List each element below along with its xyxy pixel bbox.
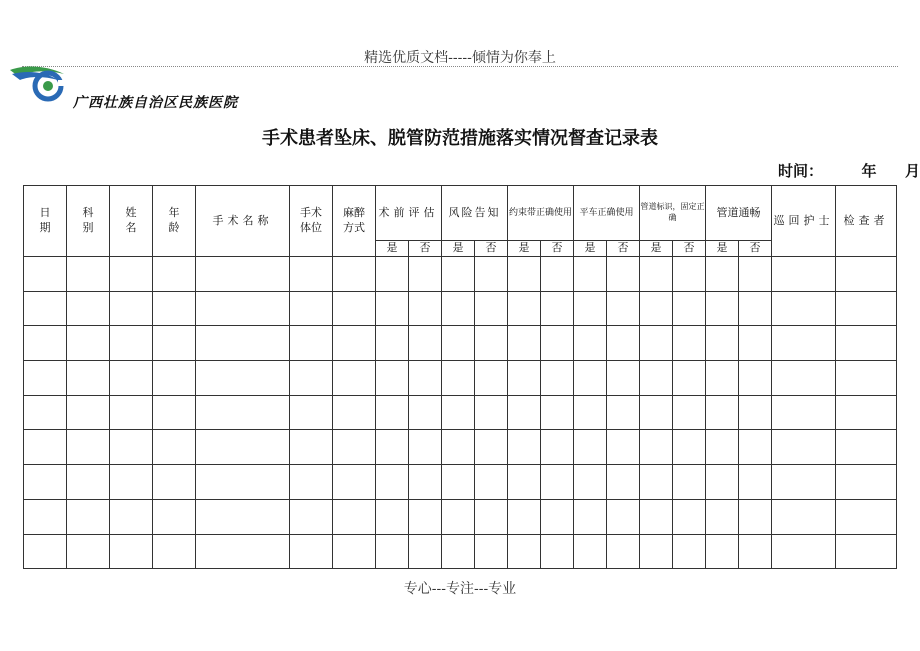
table-cell[interactable] (153, 326, 196, 361)
table-cell[interactable] (772, 257, 836, 292)
table-cell[interactable] (640, 291, 673, 326)
table-cell[interactable] (836, 257, 897, 292)
no-label: 否 (607, 241, 640, 257)
table-cell[interactable] (290, 395, 333, 430)
table-cell[interactable] (24, 395, 67, 430)
table-cell[interactable] (110, 257, 153, 292)
table-cell[interactable] (739, 257, 772, 292)
table-cell[interactable] (196, 465, 290, 500)
table-cell[interactable] (442, 326, 475, 361)
table-cell[interactable] (409, 291, 442, 326)
table-cell[interactable] (376, 291, 409, 326)
table-cell[interactable] (640, 395, 673, 430)
table-cell[interactable] (409, 326, 442, 361)
col-inspector: 检查者 (836, 186, 897, 257)
yes-label: 是 (706, 241, 739, 257)
col-tube-patency: 管道通畅 (706, 186, 772, 241)
no-label: 否 (739, 241, 772, 257)
table-cell[interactable] (508, 465, 541, 500)
table-row (24, 465, 897, 500)
date-label: 时间： (778, 162, 824, 180)
table-cell[interactable] (772, 291, 836, 326)
table-cell[interactable] (673, 465, 706, 500)
table-cell[interactable] (409, 499, 442, 534)
no-label: 否 (541, 241, 574, 257)
table-cell[interactable] (153, 465, 196, 500)
table-cell[interactable] (706, 499, 739, 534)
table-cell[interactable] (508, 534, 541, 569)
table-cell[interactable] (607, 534, 640, 569)
table-cell[interactable] (673, 499, 706, 534)
table-cell[interactable] (67, 534, 110, 569)
yes-label: 是 (376, 241, 409, 257)
table-cell[interactable] (333, 395, 376, 430)
table-cell[interactable] (290, 534, 333, 569)
table-cell[interactable] (24, 291, 67, 326)
table-cell[interactable] (475, 534, 508, 569)
table-row (24, 395, 897, 430)
table-cell[interactable] (640, 465, 673, 500)
table-cell[interactable] (706, 326, 739, 361)
table-cell[interactable] (607, 465, 640, 500)
col-restraint-use: 约束带正确使用 (508, 186, 574, 241)
table-cell[interactable] (110, 430, 153, 465)
table-cell[interactable] (739, 499, 772, 534)
header-row (24, 186, 897, 241)
table-row (24, 257, 897, 292)
col-tube-label: 管道标识，固定正确 (640, 186, 706, 241)
col-cart-use: 平车正确使用 (574, 186, 640, 241)
table-cell[interactable] (706, 257, 739, 292)
table-cell[interactable] (836, 430, 897, 465)
table-cell[interactable] (574, 257, 607, 292)
table-cell[interactable] (772, 326, 836, 361)
table-cell[interactable] (110, 534, 153, 569)
table-cell[interactable] (640, 534, 673, 569)
page-header: 精选优质文档-----倾情为你奉上 (364, 50, 556, 66)
no-label: 否 (409, 241, 442, 257)
page-footer: 专心---专注---专业 (403, 581, 517, 597)
table-cell[interactable] (836, 361, 897, 396)
table-cell[interactable] (607, 395, 640, 430)
table-cell[interactable] (574, 326, 607, 361)
table-cell[interactable] (541, 326, 574, 361)
table-cell[interactable] (376, 465, 409, 500)
table-cell[interactable] (475, 257, 508, 292)
table-cell[interactable] (333, 499, 376, 534)
table-cell[interactable] (196, 534, 290, 569)
table-cell[interactable] (574, 395, 607, 430)
table-cell[interactable] (475, 361, 508, 396)
table-cell[interactable] (508, 291, 541, 326)
table-cell[interactable] (67, 257, 110, 292)
table-cell[interactable] (67, 499, 110, 534)
table-row (24, 499, 897, 534)
table-cell[interactable] (607, 499, 640, 534)
table-cell[interactable] (196, 361, 290, 396)
col-name: 姓 名 (110, 186, 153, 257)
table-cell[interactable] (333, 465, 376, 500)
table-cell[interactable] (836, 291, 897, 326)
header-divider (22, 66, 898, 67)
table-cell[interactable] (541, 395, 574, 430)
col-surgery-name: 手术名称 (196, 186, 290, 257)
table-cell[interactable] (541, 499, 574, 534)
table-cell[interactable] (607, 326, 640, 361)
table-cell[interactable] (290, 499, 333, 534)
date-line (778, 160, 920, 181)
table-cell[interactable] (409, 465, 442, 500)
table-cell[interactable] (442, 361, 475, 396)
col-department: 科 别 (67, 186, 110, 257)
table-cell[interactable] (24, 326, 67, 361)
table-cell[interactable] (541, 291, 574, 326)
table-cell[interactable] (442, 291, 475, 326)
table-cell[interactable] (290, 257, 333, 292)
table-cell[interactable] (24, 257, 67, 292)
table-row (24, 534, 897, 569)
table-cell[interactable] (607, 361, 640, 396)
yes-label: 是 (508, 241, 541, 257)
table-cell[interactable] (574, 361, 607, 396)
table-cell[interactable] (607, 291, 640, 326)
table-cell[interactable] (110, 499, 153, 534)
yes-label: 是 (640, 241, 673, 257)
table-cell[interactable] (739, 465, 772, 500)
table-cell[interactable] (376, 326, 409, 361)
table-cell[interactable] (475, 499, 508, 534)
table-cell[interactable] (153, 499, 196, 534)
table-cell[interactable] (739, 534, 772, 569)
table-cell[interactable] (24, 499, 67, 534)
col-surgery-position: 手术 体位 (290, 186, 333, 257)
table-cell[interactable] (290, 361, 333, 396)
table-cell[interactable] (153, 395, 196, 430)
table-cell[interactable] (290, 326, 333, 361)
table-cell[interactable] (475, 395, 508, 430)
table-cell[interactable] (409, 534, 442, 569)
table-cell[interactable] (640, 430, 673, 465)
table-cell[interactable] (67, 430, 110, 465)
table-cell[interactable] (442, 499, 475, 534)
table-cell[interactable] (110, 361, 153, 396)
table-row (24, 291, 897, 326)
table-cell[interactable] (333, 257, 376, 292)
table-cell[interactable] (24, 465, 67, 500)
hospital-logo-icon (8, 62, 72, 106)
no-label: 否 (673, 241, 706, 257)
table-cell[interactable] (574, 499, 607, 534)
table-cell[interactable] (836, 395, 897, 430)
table-cell[interactable] (153, 534, 196, 569)
yes-label: 是 (574, 241, 607, 257)
table-cell[interactable] (541, 534, 574, 569)
table-cell[interactable] (673, 291, 706, 326)
table-cell[interactable] (333, 291, 376, 326)
table-cell[interactable] (333, 534, 376, 569)
table-cell[interactable] (739, 326, 772, 361)
table-cell[interactable] (376, 257, 409, 292)
table-row (24, 430, 897, 465)
table-cell[interactable] (574, 291, 607, 326)
table-row (24, 326, 897, 361)
table-cell[interactable] (333, 326, 376, 361)
table-cell[interactable] (196, 430, 290, 465)
table-cell[interactable] (290, 430, 333, 465)
table-cell[interactable] (706, 465, 739, 500)
table-cell[interactable] (772, 499, 836, 534)
table-cell[interactable] (508, 361, 541, 396)
col-risk-notice: 风险告知 (442, 186, 508, 241)
col-visiting-nurse: 巡回护士 (772, 186, 836, 257)
table-cell[interactable] (475, 326, 508, 361)
table-cell[interactable] (409, 395, 442, 430)
table-cell[interactable] (333, 430, 376, 465)
col-age: 年 龄 (153, 186, 196, 257)
table-cell[interactable] (442, 465, 475, 500)
table-cell[interactable] (110, 465, 153, 500)
table-cell[interactable] (475, 430, 508, 465)
table-cell[interactable] (541, 430, 574, 465)
table-cell[interactable] (640, 361, 673, 396)
table-cell[interactable] (772, 465, 836, 500)
table-cell[interactable] (67, 326, 110, 361)
month-label: 月 (904, 162, 920, 180)
table-cell[interactable] (706, 534, 739, 569)
table-cell[interactable] (640, 499, 673, 534)
table-cell[interactable] (508, 430, 541, 465)
table-cell[interactable] (376, 499, 409, 534)
table-cell[interactable] (508, 326, 541, 361)
record-table (23, 185, 897, 569)
table-cell[interactable] (772, 534, 836, 569)
table-cell[interactable] (24, 534, 67, 569)
form-title: 手术患者坠床、脱管防范措施落实情况督查记录表 (262, 128, 658, 149)
table-cell[interactable] (290, 291, 333, 326)
table-cell[interactable] (333, 361, 376, 396)
table-cell[interactable] (739, 291, 772, 326)
table-cell[interactable] (508, 499, 541, 534)
table-cell[interactable] (290, 465, 333, 500)
table-cell[interactable] (772, 430, 836, 465)
table-cell[interactable] (739, 361, 772, 396)
table-cell[interactable] (607, 430, 640, 465)
hospital-name: 广西壮族自治区民族医院 (73, 95, 238, 111)
year-label: 年 (861, 162, 877, 180)
table-row (24, 361, 897, 396)
table-cell[interactable] (574, 534, 607, 569)
table-cell[interactable] (409, 430, 442, 465)
table-cell[interactable] (541, 257, 574, 292)
table-cell[interactable] (508, 257, 541, 292)
table-cell[interactable] (376, 395, 409, 430)
table-cell[interactable] (836, 465, 897, 500)
table-cell[interactable] (673, 534, 706, 569)
table-cell[interactable] (409, 361, 442, 396)
table-cell[interactable] (110, 395, 153, 430)
table-cell[interactable] (706, 291, 739, 326)
table-cell[interactable] (196, 395, 290, 430)
table-cell[interactable] (706, 430, 739, 465)
table-cell[interactable] (196, 326, 290, 361)
table-cell[interactable] (153, 430, 196, 465)
table-cell[interactable] (67, 465, 110, 500)
table-cell[interactable] (541, 361, 574, 396)
table-cell[interactable] (706, 395, 739, 430)
table-cell[interactable] (442, 430, 475, 465)
table-cell[interactable] (541, 465, 574, 500)
table-cell[interactable] (442, 395, 475, 430)
table-cell[interactable] (442, 534, 475, 569)
table-cell[interactable] (574, 430, 607, 465)
no-label: 否 (475, 241, 508, 257)
table-cell[interactable] (640, 326, 673, 361)
table-cell[interactable] (836, 534, 897, 569)
table-cell[interactable] (376, 430, 409, 465)
table-cell[interactable] (67, 361, 110, 396)
table-cell[interactable] (640, 257, 673, 292)
table-cell[interactable] (442, 257, 475, 292)
table-cell[interactable] (376, 534, 409, 569)
table-cell[interactable] (376, 361, 409, 396)
table-cell[interactable] (772, 361, 836, 396)
table-cell[interactable] (673, 361, 706, 396)
table-cell[interactable] (153, 291, 196, 326)
table-cell[interactable] (836, 326, 897, 361)
table-cell[interactable] (153, 361, 196, 396)
col-anesthesia: 麻醉 方式 (333, 186, 376, 257)
table-cell[interactable] (772, 395, 836, 430)
col-date: 日 期 (24, 186, 67, 257)
table-cell[interactable] (153, 257, 196, 292)
table-cell[interactable] (607, 257, 640, 292)
table-cell[interactable] (706, 361, 739, 396)
table-cell[interactable] (508, 395, 541, 430)
table-cell[interactable] (673, 430, 706, 465)
table-cell[interactable] (475, 465, 508, 500)
table-cell[interactable] (739, 430, 772, 465)
table-cell[interactable] (196, 291, 290, 326)
table-cell[interactable] (67, 395, 110, 430)
table-cell[interactable] (196, 257, 290, 292)
table-cell[interactable] (110, 326, 153, 361)
table-cell[interactable] (739, 395, 772, 430)
table-cell[interactable] (67, 291, 110, 326)
table-cell[interactable] (836, 499, 897, 534)
table-cell[interactable] (475, 291, 508, 326)
table-cell[interactable] (24, 430, 67, 465)
col-preop-assessment: 术前评估 (376, 186, 442, 241)
table-cell[interactable] (196, 499, 290, 534)
table-cell[interactable] (24, 361, 67, 396)
table-cell[interactable] (110, 291, 153, 326)
table-cell[interactable] (673, 395, 706, 430)
table-cell[interactable] (673, 257, 706, 292)
table-cell[interactable] (409, 257, 442, 292)
table-cell[interactable] (574, 465, 607, 500)
yes-label: 是 (442, 241, 475, 257)
table-cell[interactable] (673, 326, 706, 361)
